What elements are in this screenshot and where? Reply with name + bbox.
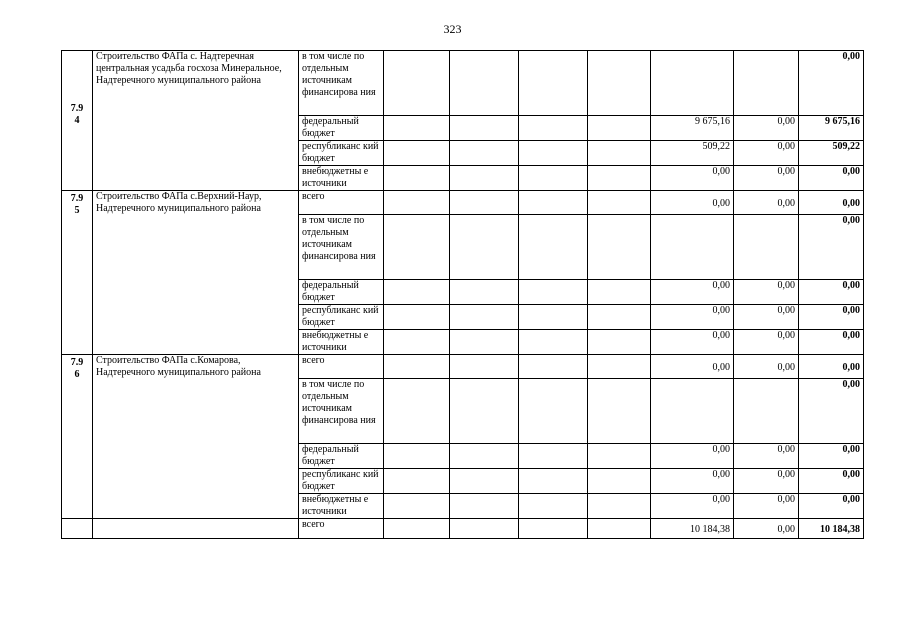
value-cell: 0,00 — [734, 444, 799, 469]
total-cell: 0,00 — [799, 305, 864, 330]
empty-cell — [519, 379, 588, 444]
value-cell — [734, 51, 799, 116]
empty-cell — [450, 494, 519, 519]
funding-source: в том числе по отдельным источникам финансирова ния — [299, 215, 384, 280]
value-cell: 0,00 — [651, 166, 734, 191]
empty-cell — [450, 166, 519, 191]
empty-cell — [384, 330, 450, 355]
funding-source: федеральный бюджет — [299, 116, 384, 141]
budget-table — [61, 50, 864, 539]
total-cell: 0,00 — [799, 215, 864, 280]
total-cell: 0,00 — [799, 191, 864, 215]
empty-cell — [450, 280, 519, 305]
empty-cell — [588, 519, 651, 539]
empty-cell — [588, 215, 651, 280]
empty-cell — [588, 280, 651, 305]
empty-cell — [588, 191, 651, 215]
empty-cell — [588, 355, 651, 379]
item-name: Строительство ФАПа с.Верхний-Наур, Надтеречного муниципального района — [93, 191, 299, 355]
empty-cell — [519, 215, 588, 280]
value-cell: 0,00 — [651, 305, 734, 330]
value-cell — [651, 379, 734, 444]
empty-cell — [588, 494, 651, 519]
empty-cell — [519, 519, 588, 539]
total-cell: 10 184,38 — [799, 519, 864, 539]
empty-cell — [450, 355, 519, 379]
empty-cell — [384, 51, 450, 116]
item-number: 7.9 4 — [62, 51, 93, 191]
value-cell: 0,00 — [734, 330, 799, 355]
total-cell: 0,00 — [799, 330, 864, 355]
funding-source: федеральный бюджет — [299, 280, 384, 305]
empty-cell — [384, 191, 450, 215]
value-cell — [734, 379, 799, 444]
empty-cell — [588, 51, 651, 116]
empty-cell — [384, 215, 450, 280]
empty-cell — [588, 379, 651, 444]
value-cell: 9 675,16 — [651, 116, 734, 141]
total-cell: 0,00 — [799, 469, 864, 494]
empty-cell — [450, 215, 519, 280]
value-cell: 0,00 — [651, 494, 734, 519]
value-cell: 0,00 — [734, 166, 799, 191]
funding-source: внебюджетны е источники — [299, 166, 384, 191]
empty-cell — [384, 355, 450, 379]
empty-cell — [519, 444, 588, 469]
empty-cell — [519, 116, 588, 141]
total-cell: 509,22 — [799, 141, 864, 166]
item-number: 7.9 5 — [62, 191, 93, 355]
empty-cell — [384, 280, 450, 305]
empty-cell — [450, 519, 519, 539]
table-row — [62, 355, 864, 379]
total-cell: 0,00 — [799, 379, 864, 444]
value-cell: 0,00 — [734, 519, 799, 539]
empty-cell — [519, 469, 588, 494]
empty-cell — [519, 305, 588, 330]
empty-cell — [519, 166, 588, 191]
empty-cell — [588, 116, 651, 141]
empty-cell — [450, 305, 519, 330]
value-cell: 0,00 — [651, 355, 734, 379]
empty-cell — [384, 519, 450, 539]
funding-source: внебюджетны е источники — [299, 494, 384, 519]
empty-cell — [384, 305, 450, 330]
empty-cell — [384, 379, 450, 444]
empty-cell — [450, 469, 519, 494]
empty-cell — [62, 519, 93, 539]
empty-cell — [519, 330, 588, 355]
funding-source: федеральный бюджет — [299, 444, 384, 469]
value-cell: 10 184,38 — [651, 519, 734, 539]
item-number: 7.9 6 — [62, 355, 93, 519]
total-cell: 0,00 — [799, 280, 864, 305]
empty-cell — [450, 191, 519, 215]
funding-source: всего — [299, 519, 384, 539]
value-cell — [651, 215, 734, 280]
empty-cell — [519, 51, 588, 116]
total-cell: 0,00 — [799, 444, 864, 469]
value-cell: 0,00 — [734, 116, 799, 141]
empty-cell — [588, 330, 651, 355]
empty-cell — [384, 141, 450, 166]
value-cell: 0,00 — [734, 494, 799, 519]
empty-cell — [384, 444, 450, 469]
funding-source: всего — [299, 355, 384, 379]
funding-source: в том числе по отдельным источникам финансирова ния — [299, 379, 384, 444]
page-number: 323 — [443, 22, 462, 36]
value-cell — [734, 215, 799, 280]
empty-cell — [384, 166, 450, 191]
table-row — [62, 51, 864, 116]
value-cell: 0,00 — [734, 191, 799, 215]
empty-cell — [588, 166, 651, 191]
empty-cell — [519, 141, 588, 166]
value-cell: 509,22 — [651, 141, 734, 166]
empty-cell — [519, 191, 588, 215]
empty-cell — [93, 519, 299, 539]
empty-cell — [519, 494, 588, 519]
empty-cell — [588, 444, 651, 469]
value-cell: 0,00 — [734, 141, 799, 166]
empty-cell — [450, 444, 519, 469]
empty-cell — [588, 141, 651, 166]
value-cell — [651, 51, 734, 116]
empty-cell — [384, 494, 450, 519]
item-name: Строительство ФАПа с.Комарова, Надтеречного муниципального района — [93, 355, 299, 519]
total-cell: 0,00 — [799, 166, 864, 191]
value-cell: 0,00 — [651, 280, 734, 305]
total-cell: 9 675,16 — [799, 116, 864, 141]
value-cell: 0,00 — [734, 355, 799, 379]
empty-cell — [384, 116, 450, 141]
value-cell: 0,00 — [734, 469, 799, 494]
value-cell: 0,00 — [651, 444, 734, 469]
total-cell: 0,00 — [799, 494, 864, 519]
empty-cell — [588, 469, 651, 494]
item-name: Строительство ФАПа с. Надтеречная центральная усадьба госхоза Минеральное, Надтеречного муниципального района — [93, 51, 299, 191]
value-cell: 0,00 — [651, 469, 734, 494]
funding-source: республиканс кий бюджет — [299, 141, 384, 166]
value-cell: 0,00 — [651, 330, 734, 355]
funding-source: в том числе по отдельным источникам финансирова ния — [299, 51, 384, 116]
value-cell: 0,00 — [734, 305, 799, 330]
total-cell: 0,00 — [799, 51, 864, 116]
table-row — [62, 191, 864, 215]
value-cell: 0,00 — [734, 280, 799, 305]
funding-source: республиканс кий бюджет — [299, 305, 384, 330]
empty-cell — [384, 469, 450, 494]
empty-cell — [450, 141, 519, 166]
empty-cell — [450, 116, 519, 141]
value-cell: 0,00 — [651, 191, 734, 215]
funding-source: всего — [299, 191, 384, 215]
empty-cell — [519, 355, 588, 379]
empty-cell — [519, 280, 588, 305]
empty-cell — [588, 305, 651, 330]
funding-source: республиканс кий бюджет — [299, 469, 384, 494]
empty-cell — [450, 379, 519, 444]
total-cell: 0,00 — [799, 355, 864, 379]
empty-cell — [450, 330, 519, 355]
funding-source: внебюджетны е источники — [299, 330, 384, 355]
grand-total-row — [62, 519, 864, 539]
empty-cell — [450, 51, 519, 116]
